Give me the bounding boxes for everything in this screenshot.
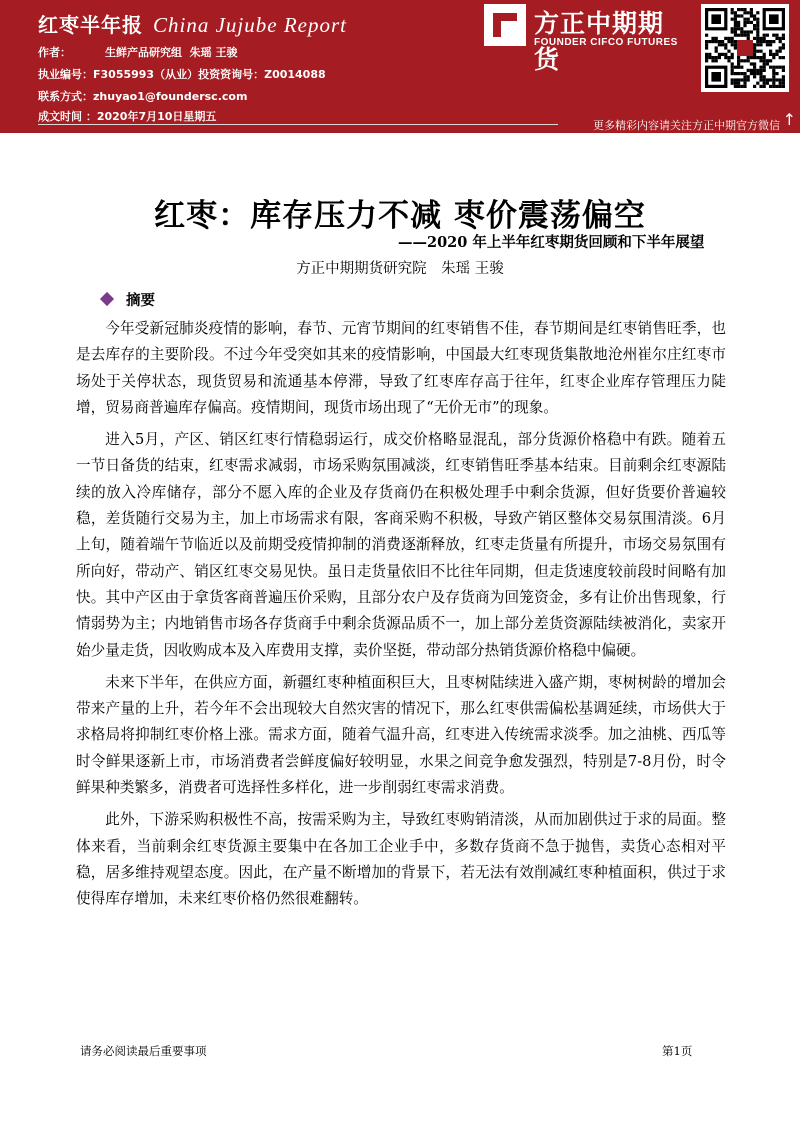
- report-title-cn: 红枣半年报: [38, 13, 143, 37]
- founder-logo-icon: [484, 4, 526, 46]
- follow-wechat-text: 更多精彩内容请关注方正中期官方微信: [593, 119, 780, 132]
- paragraph: 未来下半年，在供应方面，新疆红枣种植面积巨大，且枣树陆续进入盛产期，枣树树龄的增加会带来产量的上升，若今年不会出现较大自然灾害的情况下，那么红枣供需偏松基调延续，市场供大于求格局将抑制红枣价格上涨。需求方面，随着气温升高，红枣进入传统需求淡季。加之油桃、西瓜等时令鲜果逐新上市，市场消费者尝鲜度偏好较明显，水果之间竞争愈发强烈，特别是7-8月份，时令鲜果种类繁多，消费者可选择性多样化，进一步削弱红枣需求消费。: [76, 673, 726, 797]
- footer-disclaimer: 请务必阅读最后重要事项: [80, 1044, 207, 1058]
- license-line: 执业编号：F3055993（从业）投资资询号：Z0014088: [38, 68, 326, 81]
- abstract-heading: [102, 289, 155, 310]
- page-number: 第1页: [662, 1044, 693, 1058]
- author-names: 朱瑶 王骏: [189, 46, 238, 59]
- author-line: [38, 44, 238, 60]
- author-org: 生鲜产品研究组: [105, 46, 182, 59]
- paragraph: 今年受新冠肺炎疫情的影响，春节、元宵节期间的红枣销售不佳，春节期间是红枣销售旺季，也是去库存的主要阶段。不过今年受突如其来的疫情影响，中国最大红枣现货集散地沧州崔尔庄红枣市场处于关停状态，现货贸易和流通基本停滞，导致了红枣库存高于往年，红枣企业库存管理压力陡增，贸易商普遍库存偏高。疫情期间，现货市场出现了“无价无市”的现象。: [76, 320, 726, 416]
- author-label: 作者：: [38, 46, 71, 59]
- header-divider: [38, 124, 558, 125]
- company-logo: [484, 4, 689, 74]
- arrow-up-icon: ↑: [782, 110, 796, 129]
- logo-name-cn: 方正中期期货: [534, 9, 665, 74]
- report-header: [0, 0, 800, 133]
- abstract-body: [76, 316, 726, 919]
- date-line: 成文时间 ：2020年7月10日星期五: [38, 110, 217, 123]
- report-series-title: [38, 9, 347, 38]
- diamond-bullet-icon: [100, 292, 114, 306]
- paragraph: 此外，下游采购积极性不高，按需采购为主，导致红枣购销清淡，从而加剧供过于求的局面。整体来看，当前剩余红枣货源主要集中在各加工企业手中，多数存货商不急于抛售，卖货心态相对平稳，居多维持观望态度。因此，在产量不断增加的背景下，若无法有效削减红枣种植面积，供过于求使得库存增加，未来红枣价格仍然很难翻转。: [76, 811, 726, 908]
- paragraph: 进入5月，产区、销区红枣行情稳弱运行，成交价格略显混乱，部分货源价格稳中有跌。随着五一节日备货的结束，红枣需求减弱，市场采购氛围减淡，红枣销售旺季基本结束。目前剩余红枣源陆续的放入冷库储存，部分不愿入库的企业及存货商仍在积极处理手中剩余货源，但好货要价普遍较稳，差货随行交易为主，加上市场需求有限，客商采购不积极，导致产销区整体交易氛围清淡。6月上旬，随着端午节临近以及前期受疫情抑制的消费逐渐释放，红枣走货量有所提升，市场交易氛围有所向好，带动产、销区红枣交易见快。虽日走货量依旧不比往年同期，但走货速度较前段时间略有加快。其中产区由于拿货客商普遍压价采购，且部分农户及存货商为回笼资金，多有让价出售现象，行情弱势为主；内地销售市场各存货商手中剩余货源品质不一，加上部分差货资源陆续被消化，卖家开始少量走货，因收购成本及入库费用支撑，卖价坚挺，带动部分热销货源价格稳中偏硬。: [76, 431, 726, 659]
- qr-code-icon: [701, 4, 789, 92]
- report-title-en: China Jujube Report: [153, 13, 347, 37]
- contact-line: 联系方式：zhuyao1@foundersc.com: [38, 90, 248, 103]
- report-title: 红枣：库存压力不减 枣价震荡偏空: [154, 198, 646, 234]
- abstract-heading-label: 摘要: [126, 293, 155, 309]
- report-subtitle: ——2020 年上半年红枣期货回顾和下半年展望: [398, 234, 705, 251]
- report-authors: 方正中期期货研究院 朱瑶 王骏: [296, 261, 504, 277]
- logo-name-en: FOUNDER CIFCO FUTURES: [534, 37, 678, 48]
